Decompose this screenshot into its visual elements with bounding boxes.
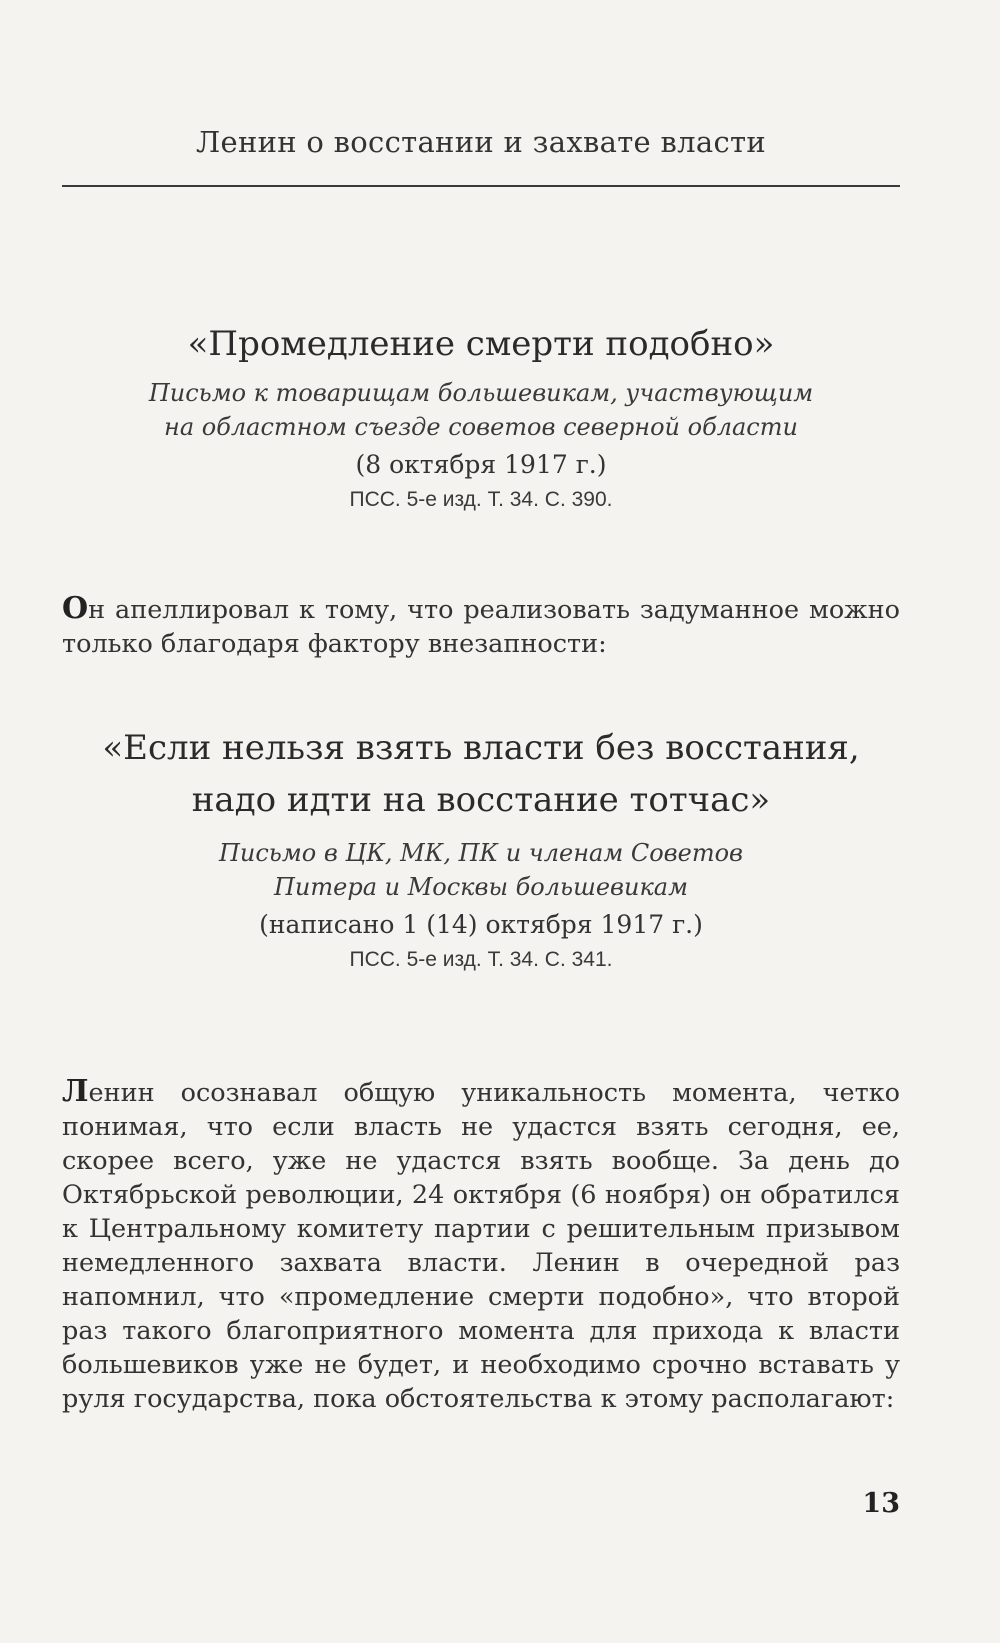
section-2-date: (написано 1 (14) октября 1917 г.) xyxy=(259,910,703,939)
paragraph-1-text: н апеллировал к тому, что реализовать задуманное можно только благодаря фактору внезапности: xyxy=(62,595,900,659)
section-1-title: «Промедление смерти подобно» xyxy=(187,324,775,364)
section-2-subtitle-line-1: Письмо в ЦК, МК, ПК и членам Советов xyxy=(218,839,744,867)
running-head: Ленин о восстании и захвате власти xyxy=(196,125,766,159)
paragraph-1 xyxy=(62,592,900,661)
section-1-reference: ПСС. 5-е изд. Т. 34. С. 390. xyxy=(349,488,613,511)
paragraph-2-initial: Л xyxy=(62,1074,89,1109)
section-2-title-line-2: надо идти на восстание тотчас» xyxy=(191,780,771,820)
header-rule xyxy=(62,185,900,187)
section-1-date: (8 октября 1917 г.) xyxy=(355,450,607,479)
page-number: 13 xyxy=(862,1488,900,1519)
section-1 xyxy=(62,318,900,516)
section-1-subtitle-line-2: на областном съезде советов северной области xyxy=(164,413,798,441)
section-2-title-line-1: «Если нельзя взять власти без восстания, xyxy=(102,728,860,768)
paragraph-2-text: енин осознавал общую уникальность момента, четко понимая, что если власть не удастся взять сегодня, ее, скорее всего, уже не удастся взять вообще. За день до Октябрьской революции, 24 октября (6 ноября) он обратился к Центральному комитету партии с решительным призывом немедленного захвата власти. Ленин в очередной раз напомнил, что «промедление смерти подобно», что второй раз такого благоприятного момента для прихода к власти большевиков уже не будет, и необходимо срочно вставать у руля государства, пока обстоятельства к этому располагают: xyxy=(62,1078,900,1414)
section-2 xyxy=(62,722,900,976)
paragraph-2 xyxy=(62,1075,900,1416)
section-2-subtitle-line-2: Питера и Москвы большевикам xyxy=(273,873,689,901)
section-1-subtitle-line-1: Письмо к товарищам большевикам, участвующим xyxy=(148,379,814,407)
section-2-reference: ПСС. 5-е изд. Т. 34. С. 341. xyxy=(349,948,613,971)
paragraph-1-initial: О xyxy=(62,591,89,626)
